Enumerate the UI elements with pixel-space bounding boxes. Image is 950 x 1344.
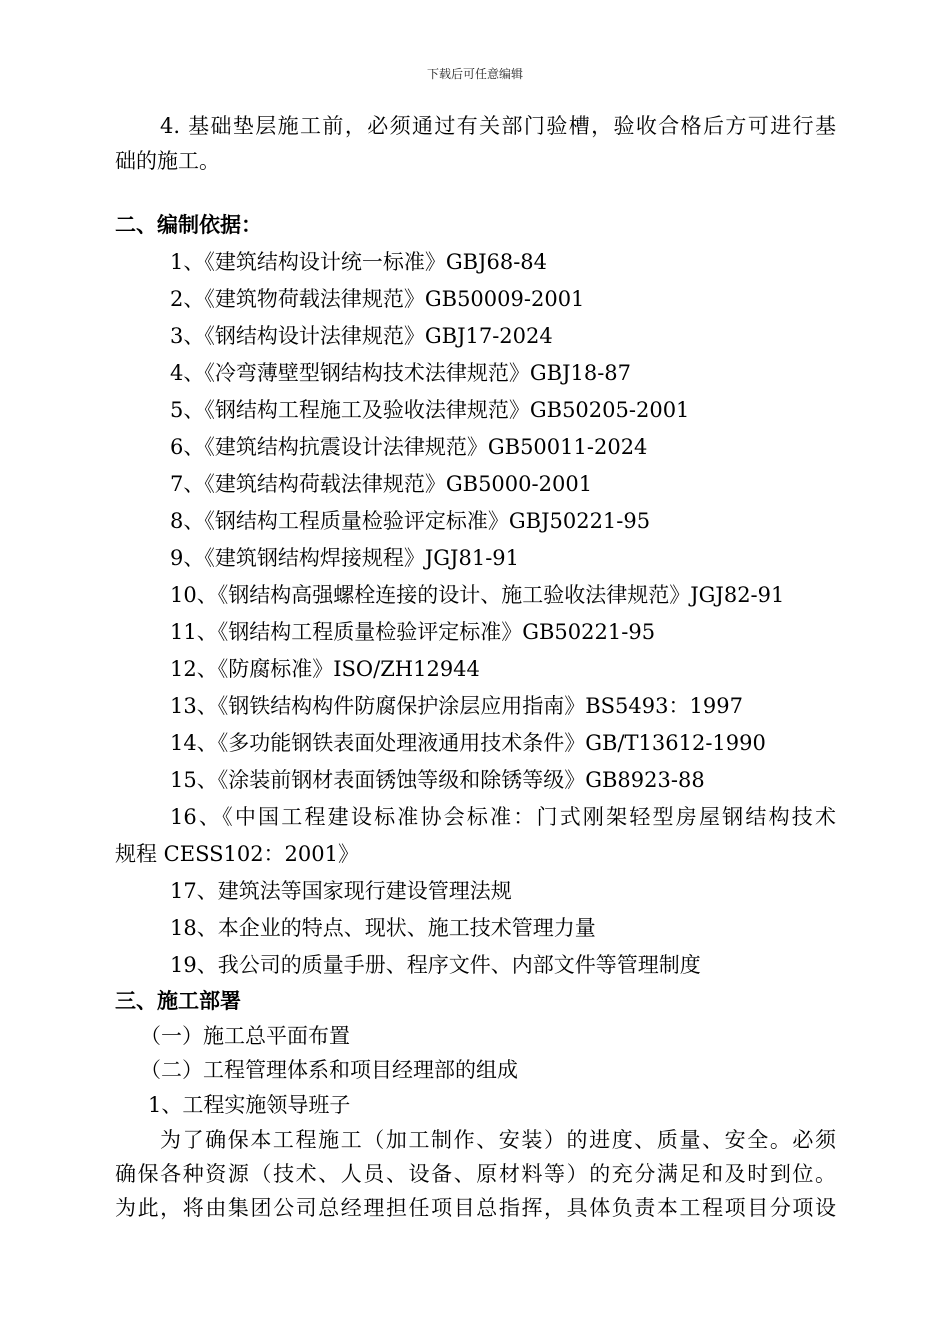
body-paragraph-line: 为此，将由集团公司总经理担任项目总指挥，具体负责本工程项目分项设: [115, 1196, 836, 1220]
reference-item: 6、《建筑结构抗震设计法律规范》GB50011-2024: [170, 435, 648, 459]
section3-subheading: （一）施工总平面布置: [140, 1024, 350, 1048]
section2-heading: 二、编制依据：: [115, 213, 262, 237]
section3-subitem: 1、工程实施领导班子: [148, 1093, 351, 1117]
reference-item: 12、《防腐标准》ISO/ZH12944: [170, 657, 480, 681]
intro-item4-line2: 础的施工。: [115, 149, 220, 173]
reference-item: 14、《多功能钢铁表面处理液通用技术条件》GB/T13612-1990: [170, 731, 766, 755]
reference-item-continuation: 规程 CESS102：2001》: [115, 842, 360, 866]
reference-item: 19、我公司的质量手册、程序文件、内部文件等管理制度: [170, 953, 701, 977]
reference-item: 17、建筑法等国家现行建设管理法规: [170, 879, 512, 903]
reference-item: 8、《钢结构工程质量检验评定标准》GBJ50221-95: [170, 509, 651, 533]
body-paragraph-line: 确保各种资源（技术、人员、设备、原材料等）的充分满足和及时到位。: [115, 1162, 836, 1186]
reference-item: 15、《涂装前钢材表面锈蚀等级和除锈等级》GB8923-88: [170, 768, 705, 792]
reference-item: 1、《建筑结构设计统一标准》GBJ68-84: [170, 250, 548, 274]
body-paragraph-line: 为了确保本工程施工（加工制作、安装）的进度、质量、安全。必须: [160, 1128, 836, 1152]
section3-heading: 三、施工部署: [115, 989, 241, 1013]
section3-subheading: （二）工程管理体系和项目经理部的组成: [140, 1058, 518, 1082]
reference-item: 18、本企业的特点、现状、施工技术管理力量: [170, 916, 596, 940]
reference-item: 5、《钢结构工程施工及验收法律规范》GB50205-2001: [170, 398, 690, 422]
page-header-note: 下载后可任意编辑: [426, 67, 523, 81]
reference-item: 7、《建筑结构荷载法律规范》GB5000-2001: [170, 472, 593, 496]
intro-item4-line1: 4. 基础垫层施工前，必须通过有关部门验槽，验收合格后方可进行基: [160, 114, 836, 138]
reference-item: 13、《钢铁结构构件防腐保护涂层应用指南》BS5493：1997: [170, 694, 743, 718]
reference-item: 9、《建筑钢结构焊接规程》JGJ81-91: [170, 546, 520, 570]
reference-item: 3、《钢结构设计法律规范》GBJ17-2024: [170, 324, 553, 348]
reference-item: 11、《钢结构工程质量检验评定标准》GB50221-95: [170, 620, 656, 644]
reference-item: 10、《钢结构高强螺栓连接的设计、施工验收法律规范》JGJ82-91: [170, 583, 785, 607]
reference-item: 16、《中国工程建设标准协会标准：门式刚架轻型房屋钢结构技术: [170, 805, 836, 829]
reference-item: 4、《冷弯薄壁型钢结构技术法律规范》GBJ18-87: [170, 361, 632, 385]
reference-item: 2、《建筑物荷载法律规范》GB50009-2001: [170, 287, 585, 311]
